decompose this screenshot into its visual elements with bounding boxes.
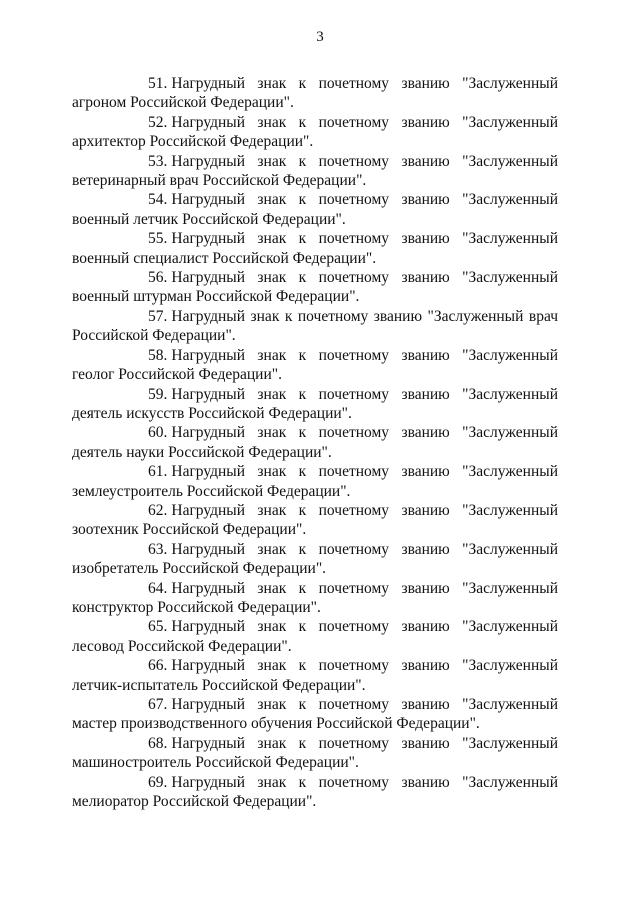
item-number: 69. — [148, 773, 168, 791]
item-text: Нагрудный знак к почетному званию "Заслуженный зоотехник Российской Федерации". — [72, 501, 558, 539]
item-number: 53. — [148, 152, 168, 170]
list-item — [72, 617, 558, 656]
item-text: Нагрудный знак к почетному званию "Заслуженный геолог Российской Федерации". — [72, 346, 558, 384]
item-text: Нагрудный знак к почетному званию "Заслуженный деятель науки Российской Федерации". — [72, 424, 558, 461]
list-item — [72, 579, 558, 618]
list-item — [72, 501, 558, 540]
item-text: Нагрудный знак к почетному званию "Заслуженный ветеринарный врач Российской Федерации". — [72, 152, 558, 190]
item-number: 66. — [148, 657, 168, 675]
list-item — [72, 540, 558, 579]
item-text: Нагрудный знак к почетному званию "Заслуженный землеустроитель Российской Федерации". — [72, 463, 558, 500]
item-number: 68. — [148, 734, 168, 752]
item-number: 58. — [148, 346, 168, 364]
decree-list — [72, 74, 558, 811]
item-number: 57. — [148, 307, 168, 325]
item-text: Нагрудный знак к почетному званию "Заслуженный конструктор Российской Федерации". — [72, 579, 558, 616]
list-item — [72, 423, 558, 462]
item-number: 65. — [148, 618, 168, 636]
list-item — [72, 656, 558, 695]
list-item — [72, 152, 558, 191]
list-item — [72, 229, 558, 268]
item-text: Нагрудный знак к почетному званию "Заслуженный мелиоратор Российской Федерации". — [72, 773, 558, 811]
item-number: 56. — [148, 269, 168, 287]
list-item — [72, 773, 558, 812]
list-item — [72, 268, 558, 307]
item-number: 67. — [148, 696, 168, 713]
item-text: Нагрудный знак к почетному званию "Заслуженный деятель искусств Российской Федерации". — [72, 385, 558, 422]
list-item — [72, 113, 558, 152]
item-number: 61. — [148, 463, 168, 481]
item-text: Нагрудный знак к почетному званию "Заслуженный летчик-испытатель Российской Федерации". — [72, 657, 558, 694]
page-number: 3 — [316, 29, 324, 45]
item-number: 63. — [148, 540, 168, 558]
list-item — [72, 346, 558, 385]
item-number: 55. — [148, 230, 168, 248]
item-text: Нагрудный знак к почетному званию "Заслуженный агроном Российской Федерации". — [72, 75, 558, 112]
list-item — [72, 307, 558, 346]
item-text: Нагрудный знак к почетному званию "Заслуженный лесовод Российской Федерации". — [72, 618, 558, 655]
item-text: Нагрудный знак к почетному званию "Заслуженный изобретатель Российской Федерации". — [72, 540, 558, 578]
list-item — [72, 190, 558, 229]
item-number: 52. — [148, 113, 168, 131]
list-item — [72, 74, 558, 113]
item-number: 64. — [148, 579, 168, 597]
item-text: Нагрудный знак к почетному званию "Заслуженный архитектор Российской Федерации". — [72, 113, 558, 151]
item-number: 54. — [148, 191, 168, 209]
item-text: Нагрудный знак к почетному званию "Заслуженный военный специалист Российской Федерации". — [72, 230, 558, 267]
list-item — [72, 385, 558, 424]
item-text: Нагрудный знак к почетному званию "Заслуженный мастер производственного обучения Российской Федерации". — [72, 696, 558, 733]
item-text: Нагрудный знак к почетному званию "Заслуженный военный летчик Российской Федерации". — [72, 191, 558, 228]
item-text: Нагрудный знак к почетному званию "Заслуженный машиностроитель Российской Федерации". — [72, 734, 558, 772]
list-item — [72, 734, 558, 773]
item-text: Нагрудный знак к почетному званию "Заслуженный врач Российской Федерации". — [72, 307, 558, 345]
item-number: 51. — [148, 75, 168, 92]
item-number: 59. — [148, 385, 168, 403]
item-number: 60. — [148, 424, 168, 442]
list-item — [72, 462, 558, 501]
item-number: 62. — [148, 501, 168, 519]
item-text: Нагрудный знак к почетному званию "Заслуженный военный штурман Российской Федерации". — [72, 269, 558, 306]
list-item — [72, 695, 558, 734]
